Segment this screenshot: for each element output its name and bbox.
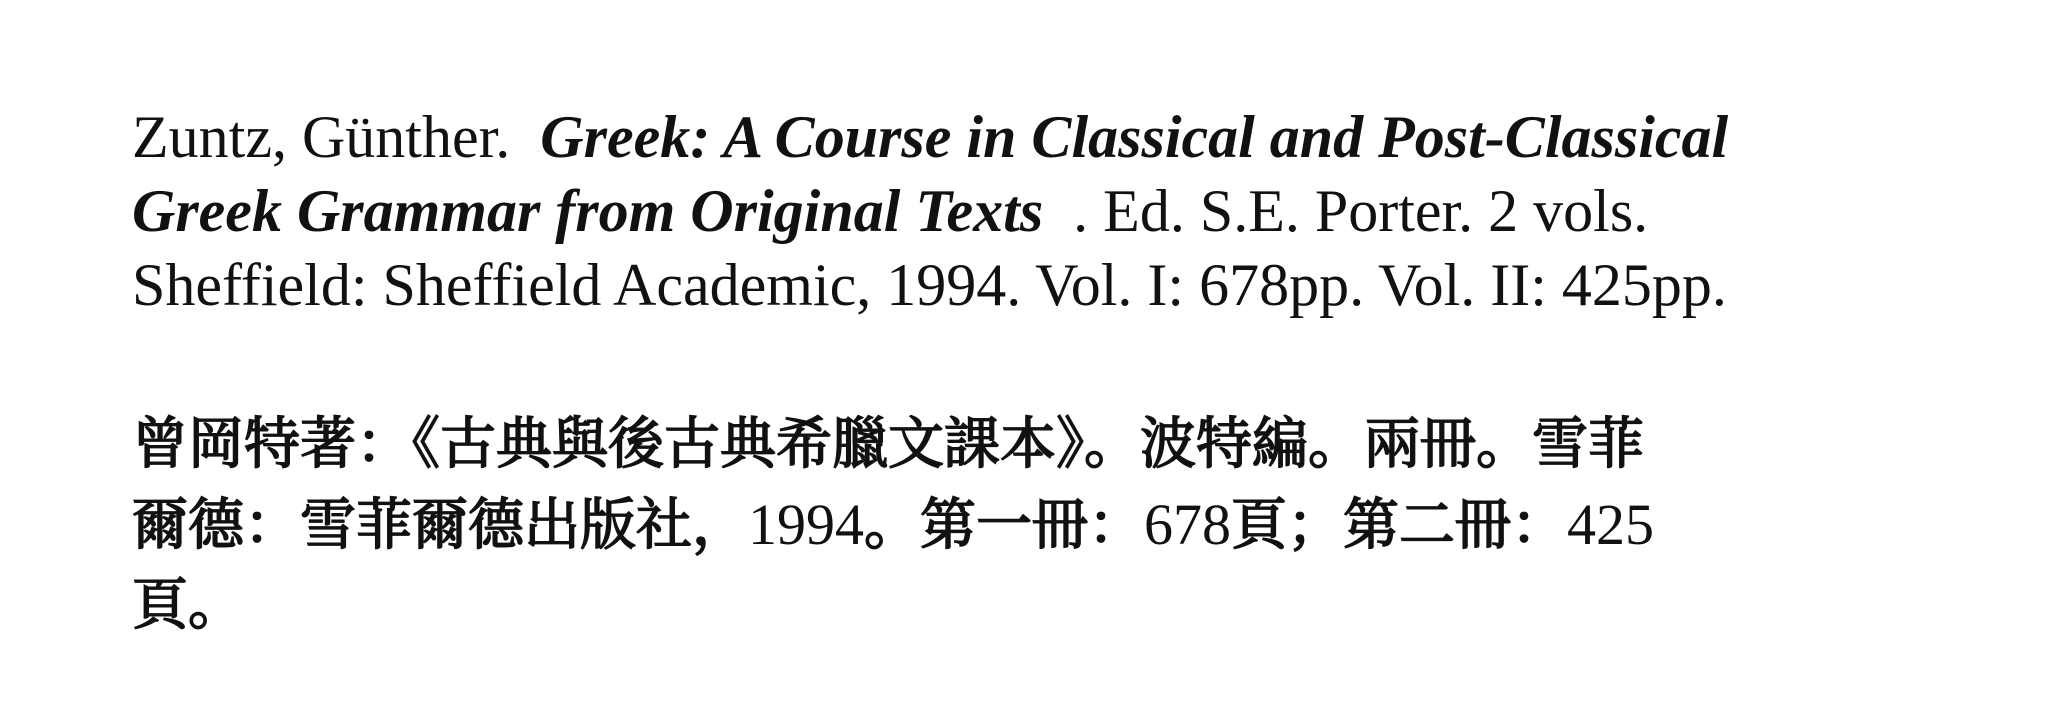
english-line-1 (132, 100, 1932, 174)
chinese-volume-two-label: 頁；第二冊： (1231, 493, 1567, 558)
book-title-part-1: Greek: A Course in Classical and Post-Classical (540, 104, 1729, 170)
chinese-line-3: 頁。 (132, 573, 244, 638)
author-name: Zuntz, Günther. (132, 104, 511, 170)
bibliography-entry-english (132, 100, 1932, 322)
chinese-volume-two-pages: 425 (1567, 492, 1654, 557)
book-title-part-2: Greek Grammar from Original Texts (132, 178, 1044, 244)
chinese-volume-one-label: 。第一冊： (864, 493, 1144, 558)
chinese-publisher: 爾德：雪菲爾德出版社， (132, 493, 748, 558)
chinese-volume-one-pages: 678 (1144, 492, 1231, 557)
chinese-line-2 (132, 485, 1932, 566)
publication-details: Sheffield: Sheffield Academic, 1994. Vol. I: 678pp. Vol. II: 425pp. (132, 252, 1727, 318)
chinese-line-1: 曾岡特著：《古典與後古典希臘文課本》。波特編。兩冊。雪菲 (132, 412, 1644, 477)
english-line-2 (132, 174, 1932, 248)
editor-and-volumes: . Ed. S.E. Porter. 2 vols. (1073, 178, 1649, 244)
bibliography-entry-chinese (132, 405, 1932, 646)
chinese-year: 1994 (748, 492, 864, 557)
